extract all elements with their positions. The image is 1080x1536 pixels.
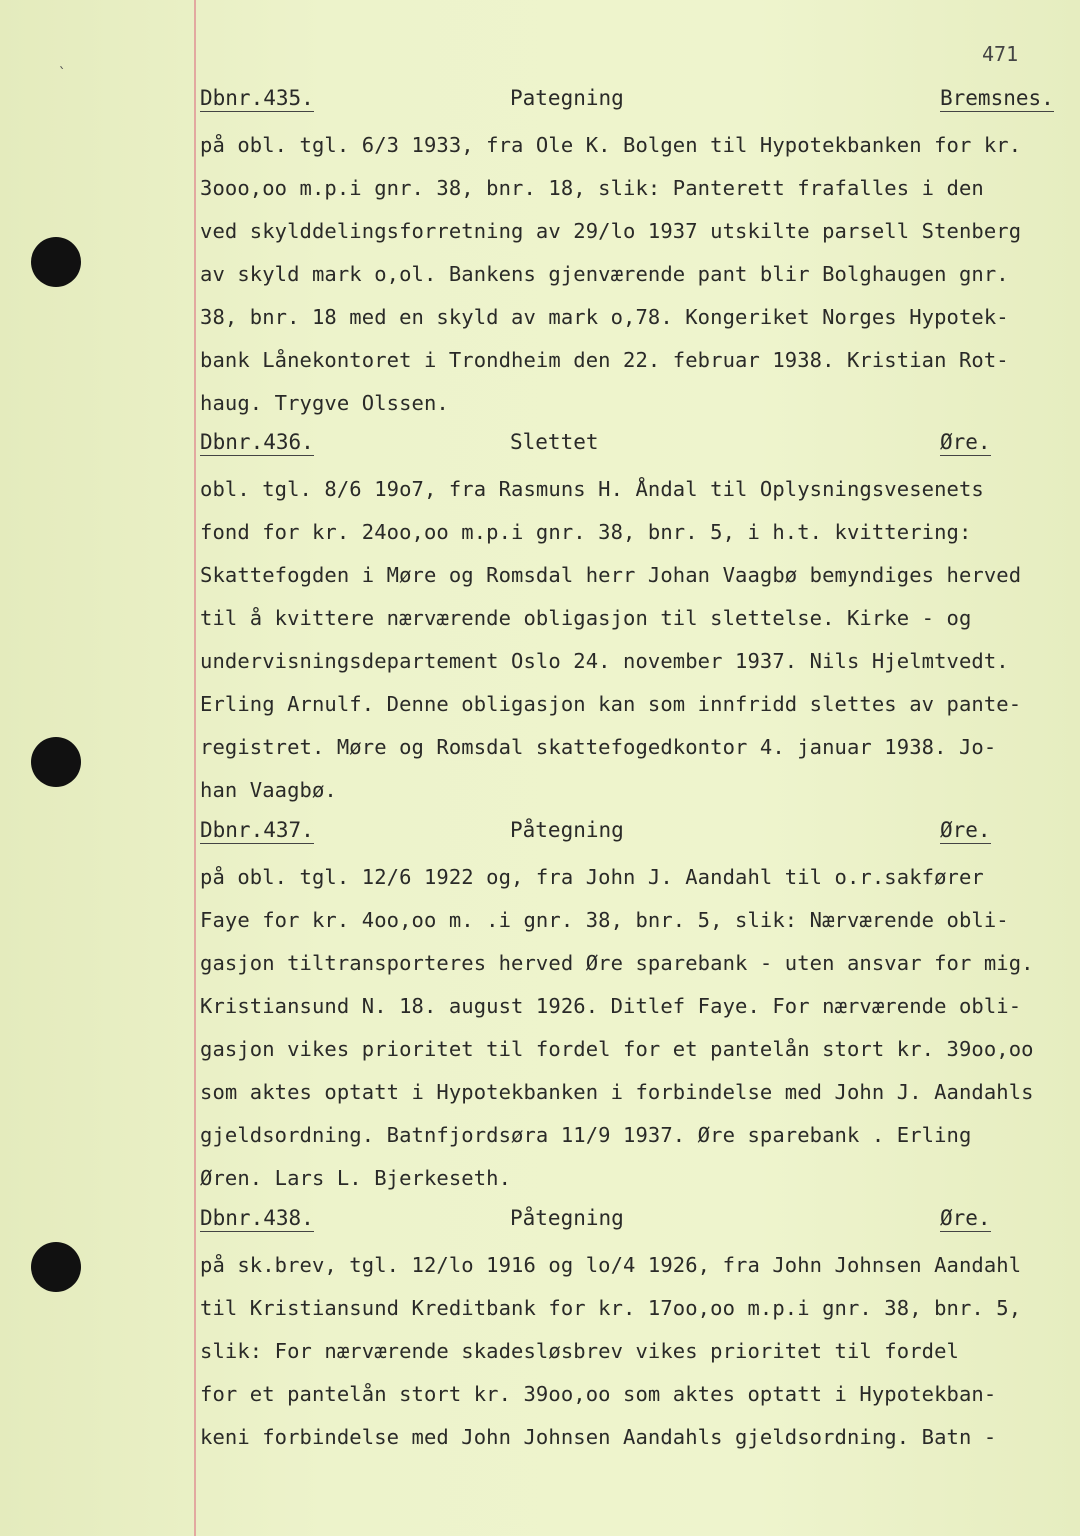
entry-place: Øre. [940,818,991,842]
entry-line: Kristiansund N. 18. august 1926. Ditlef Faye. For nærværende obli- [200,994,1022,1018]
entry-place: Bremsnes. [940,86,1054,110]
entry-line: han Vaagbø. [200,778,337,802]
entry-line: obl. tgl. 8/6 19o7, fra Rasmuns H. Åndal til Oplysningsvesenets [200,477,984,501]
entry-line: bank Lånekontoret i Trondheim den 22. februar 1938. Kristian Rot- [200,348,1009,372]
entry-line: fond for kr. 24oo,oo m.p.i gnr. 38, bnr. 5, i h.t. kvittering: [200,520,972,544]
entry-title: Påtegning [510,1206,624,1230]
entry-header [0,86,1080,124]
entry-line: på obl. tgl. 6/3 1933, fra Ole K. Bolgen til Hypotekbanken for kr. [200,133,1022,157]
entry-line: slik: For nærværende skadesløsbrev vikes prioritet til fordel [200,1339,959,1363]
entry-438 [0,1206,1080,1459]
entry-number: Dbnr.435. [200,86,314,110]
entry-line: registret. Møre og Romsdal skattefogedkontor 4. januar 1938. Jo- [200,735,997,759]
entry-header [0,818,1080,856]
entry-title: Påtegning [510,818,624,842]
entry-title: Pategning [510,86,624,110]
entry-line: på sk.brev, tgl. 12/lo 1916 og lo/4 1926, fra John Johnsen Aandahl [200,1253,1022,1277]
entry-line: av skyld mark o,ol. Bankens gjenværende pant blir Bolghaugen gnr. [200,262,1009,286]
entry-line: på obl. tgl. 12/6 1922 og, fra John J. Aandahl til o.r.sakfører [200,865,984,889]
entry-line: Erling Arnulf. Denne obligasjon kan som innfridd slettes av pante- [200,692,1022,716]
entry-line: som aktes optatt i Hypotekbanken i forbindelse med John J. Aandahls [200,1080,1034,1104]
entry-number: Dbnr.437. [200,818,314,842]
entry-line: gjeldsordning. Batnfjordsøra 11/9 1937. Øre sparebank . Erling [200,1123,972,1147]
entry-line: 3ooo,oo m.p.i gnr. 38, bnr. 18, slik: Panterett frafalles i den [200,176,984,200]
entry-436 [0,430,1080,812]
entry-435 [0,86,1080,425]
entry-line: til å kvittere nærværende obligasjon til slettelse. Kirke - og [200,606,972,630]
entry-title: Slettet [510,430,599,454]
entry-line: Faye for kr. 4oo,oo m. .i gnr. 38, bnr. 5, slik: Nærværende obli- [200,908,1009,932]
page-number: 471 [982,42,1019,66]
entry-line: gasjon vikes prioritet til fordel for et pantelån stort kr. 39oo,oo [200,1037,1034,1061]
entry-line: 38, bnr. 18 med en skyld av mark o,78. Kongeriket Norges Hypotek- [200,305,1009,329]
entry-line: til Kristiansund Kreditbank for kr. 17oo,oo m.p.i gnr. 38, bnr. 5, [200,1296,1022,1320]
entry-header [0,430,1080,468]
entry-line: gasjon tiltransporteres herved Øre sparebank - uten ansvar for mig. [200,951,1034,975]
entry-line: haug. Trygve Olssen. [200,391,449,415]
entry-place: Øre. [940,1206,991,1230]
entry-line: keni forbindelse med John Johnsen Aandahls gjeldsordning. Batn - [200,1425,997,1449]
entry-line: undervisningsdepartement Oslo 24. november 1937. Nils Hjelmtvedt. [200,649,1009,673]
entry-line: Skattefogden i Møre og Romsdal herr Johan Vaagbø bemyndiges herved [200,563,1022,587]
entry-place: Øre. [940,430,991,454]
entry-number: Dbnr.438. [200,1206,314,1230]
entry-line: Øren. Lars L. Bjerkeseth. [200,1166,512,1190]
entry-header [0,1206,1080,1244]
margin-tick: ` [58,66,67,82]
entry-number: Dbnr.436. [200,430,314,454]
entry-line: for et pantelån stort kr. 39oo,oo som aktes optatt i Hypotekban- [200,1382,997,1406]
entry-line: ved skylddelingsforretning av 29/lo 1937 utskilte parsell Stenberg [200,219,1022,243]
entry-437 [0,818,1080,1200]
